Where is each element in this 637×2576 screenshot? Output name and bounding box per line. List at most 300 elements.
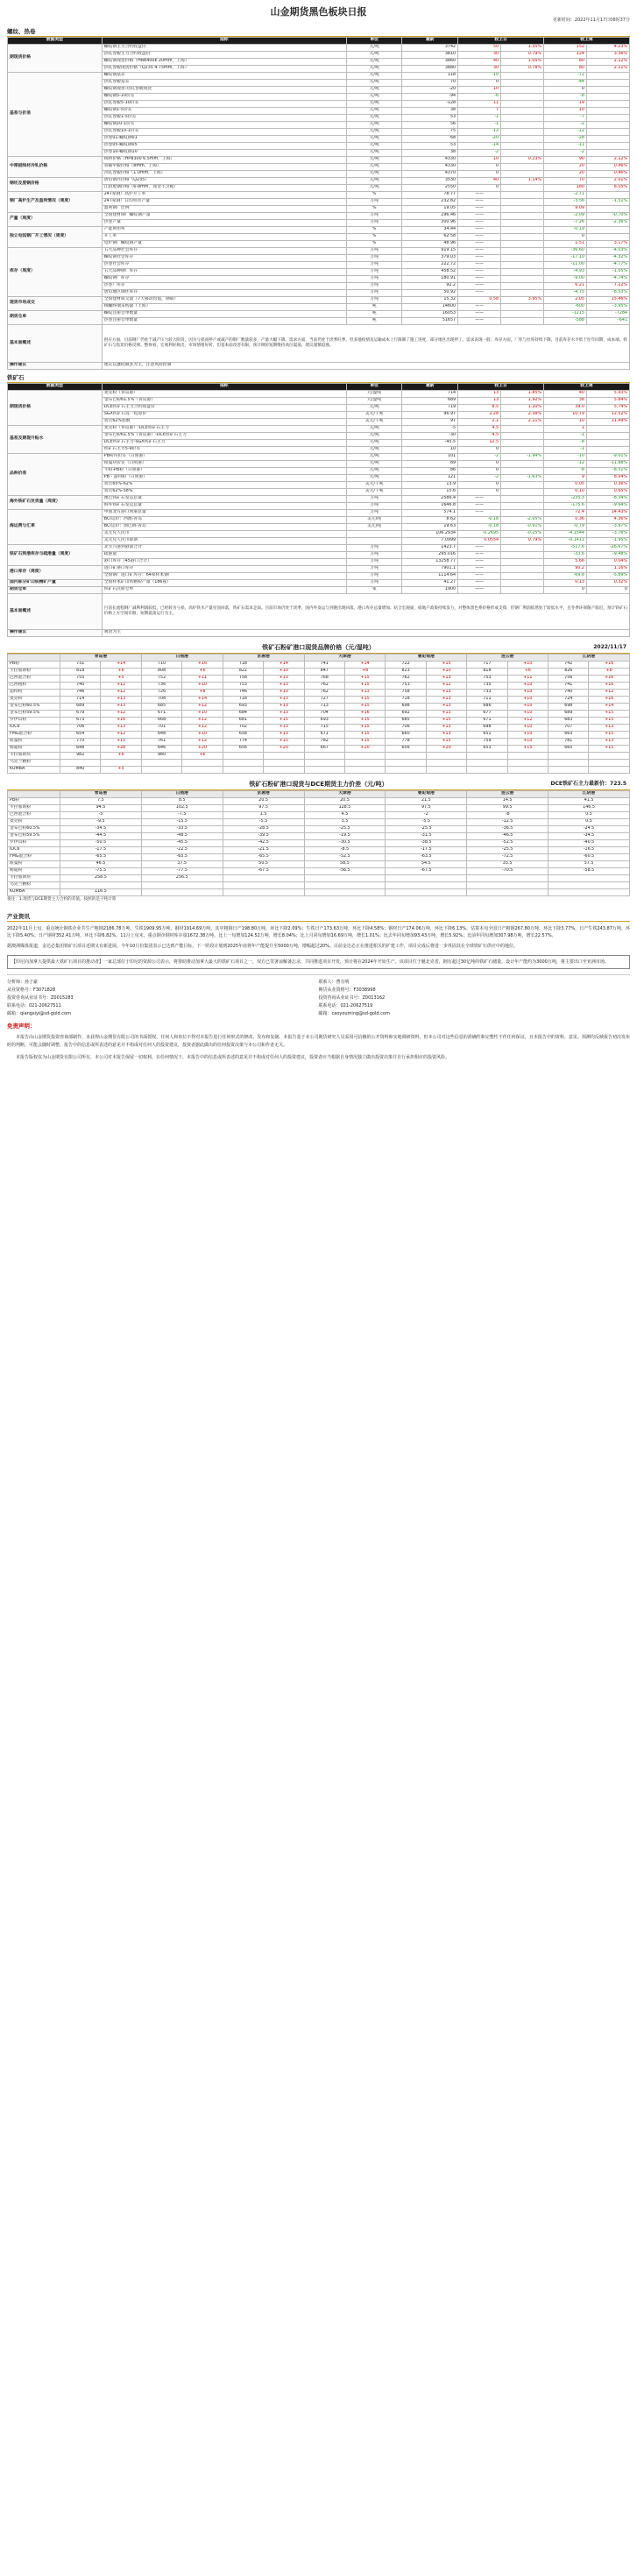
spread-cell: 94.5 <box>60 805 142 812</box>
latest-cell: 56 <box>402 122 458 129</box>
latest-cell: 2586.4 <box>402 496 458 503</box>
latest-cell: 719 <box>402 405 458 412</box>
change-cell <box>507 753 548 760</box>
price-cell: 673 <box>60 718 101 725</box>
week-change-cell: 7.22% <box>586 283 629 290</box>
latest-cell: 96.97 <box>402 412 458 419</box>
unit-cell: 万吨 <box>346 262 402 269</box>
table-row <box>8 861 630 868</box>
indicator-cell: 线螺终端采购量（上海） <box>102 304 346 311</box>
table-row <box>8 767 630 774</box>
day-change-cell <box>501 129 544 136</box>
table-row <box>8 566 630 573</box>
indicator-cell: 螺纹钢10-1价差 <box>102 122 346 129</box>
day-change-cell <box>501 559 544 566</box>
unit-cell: 万吨 <box>346 566 402 573</box>
change-cell: +6 <box>101 753 141 760</box>
spread-cell: 35.5 <box>467 861 549 868</box>
spread-cell: -19.5 <box>304 833 386 840</box>
unit-cell: 万吨 <box>346 276 402 283</box>
ore-name-cell: 卡拉加斯粉 <box>8 669 60 676</box>
change-cell: +10 <box>264 690 304 697</box>
spread-cell: -46.5 <box>467 833 549 840</box>
unit-cell: 元/吨 <box>346 73 402 80</box>
unit-cell: 元/吨 <box>346 59 402 66</box>
price-cell: 758 <box>223 676 263 683</box>
price-cell <box>141 760 181 767</box>
spread-cell: -65.5 <box>60 854 142 861</box>
contact-email[interactable]: 邮箱：qiangsiyi@sd-gold.com <box>7 1011 71 1016</box>
price-cell: 714 <box>60 697 101 704</box>
indicator-cell: 全国建材成交量（7天移动均值，钢联） <box>102 297 346 304</box>
ore-name-cell: 巴西粗粉 <box>8 683 60 690</box>
basic-row <box>8 594 630 630</box>
change-cell: +15 <box>589 746 630 753</box>
day-change-cell: 1.85% <box>501 391 544 398</box>
day-change-cell <box>501 101 544 108</box>
day-change-cell <box>501 461 544 468</box>
indicator-cell: 线材价格（HPB300 6.5mm，上海） <box>102 157 346 164</box>
table-row <box>8 545 630 552</box>
spread-cell: 4.5 <box>304 812 386 819</box>
unit-cell: % <box>346 241 402 248</box>
table-row <box>8 454 630 461</box>
price-cell: 654 <box>60 732 101 739</box>
indicator-cell: 热轧卷板10-1价差 <box>102 129 346 136</box>
change-cell: +14 <box>344 662 385 669</box>
spread-cell: -5.5 <box>386 819 467 826</box>
table-row <box>8 391 630 398</box>
contact-line: 投资咨询从业证书号：Z0015283 <box>7 995 74 1001</box>
category-cell: 品种价差 <box>8 454 103 496</box>
spread-cell: 41.5 <box>549 798 630 805</box>
price-cell: 731 <box>60 662 101 669</box>
spread-cell: -8.5 <box>304 847 386 854</box>
indicator-cell: 热卷05-螺纹钢05 <box>102 143 346 150</box>
day-change-cell: -2.05% <box>501 517 544 524</box>
week-change-cell: -3.76% <box>586 531 629 538</box>
latest-cell: 121 <box>402 475 458 482</box>
spread-cell: 116.5 <box>60 889 142 896</box>
spread-cell: -7.5 <box>141 812 223 819</box>
price-cell: 722 <box>386 662 426 669</box>
category-cell: 期货仓单 <box>8 587 103 594</box>
day-change-cell: 0 <box>458 489 501 496</box>
price-cell: 668 <box>141 718 181 725</box>
spread-cell: 46.5 <box>60 861 142 868</box>
day-change-cell: 1.05% <box>501 59 544 66</box>
week-change-cell: -10 <box>544 454 587 461</box>
week-change-cell: 6.21 <box>544 283 587 290</box>
contact-line: 投资咨询从业证书号：Z0013162 <box>318 995 386 1001</box>
day-change-cell: 3.95% <box>501 297 544 304</box>
change-cell: +13 <box>426 690 466 697</box>
price-cell: 818 <box>467 669 507 676</box>
spread-cell: -25.5 <box>304 826 386 833</box>
section-title-rebar: 螺纹、热卷 <box>7 27 630 37</box>
change-cell: +13 <box>264 732 304 739</box>
table-row <box>8 669 630 676</box>
ore-name-cell: FMG混合粉 <box>8 854 60 861</box>
latest-cell: 3860 <box>402 59 458 66</box>
latest-cell: 89 <box>402 461 458 468</box>
week-change-cell <box>586 129 629 136</box>
header-cell: 最新 <box>402 384 458 391</box>
spread-cell <box>386 889 467 896</box>
day-change-cell: —— <box>458 311 501 318</box>
week-change-cell: -4.75 <box>544 290 587 297</box>
week-change-cell <box>586 108 629 115</box>
table-row <box>8 248 630 255</box>
latest-cell: 75 <box>402 129 458 136</box>
indicator-cell: 江阴废钢价格（6-8mm，现金不含税） <box>102 185 346 192</box>
price-cell: 823 <box>386 669 426 676</box>
price-cell: 707 <box>549 725 589 732</box>
indicator-cell: 热卷厂库存 <box>102 283 346 290</box>
ore-name-cell: 杨迪粉 <box>8 868 60 875</box>
spread-cell: 0.5 <box>549 819 630 826</box>
category-cell: 钢坯及废钢价格 <box>8 178 103 192</box>
week-change-cell: 2.12% <box>586 157 629 164</box>
contact-email[interactable]: 邮箱：caoyouming@sd-gold.com <box>318 1011 390 1016</box>
week-change-cell: -69.8 <box>544 573 587 580</box>
indicator-cell: 冷轧卷板价格（1.0mm，上海） <box>102 171 346 178</box>
report-page <box>7 0 630 1062</box>
contact-line: 期货从业资格号：F3038998 <box>318 987 376 993</box>
table-row <box>8 510 630 517</box>
unit-cell: 元/吨 <box>346 447 402 454</box>
table-row <box>8 580 630 587</box>
spread-cell: 146.5 <box>549 805 630 812</box>
ore-name-cell: 卡拉加斯块 <box>8 753 60 760</box>
price-cell: 667 <box>304 746 344 753</box>
unit-cell: 元/吨 <box>346 475 402 482</box>
spread-cell: -56.5 <box>304 868 386 875</box>
week-change-cell: 0 <box>544 587 587 594</box>
change-cell: +10 <box>507 704 548 711</box>
latest-cell: 689 <box>402 398 458 405</box>
spread-cell <box>549 889 630 896</box>
day-change-cell: -12 <box>458 129 501 136</box>
industry-paragraph: 据澳洲媒体报道，金达必集团铁矿石项目近期又有新进展。今年10月份集团表示已达到产能目标，下一阶段计划到2025年底将年产能提升至5000万吨，增幅超过20%。目前金达必正在推进相关的扩建工作，项目完成后将进一步巩固其在全球铁矿石供应中的地位。 <box>7 944 518 949</box>
price-cell: 736 <box>141 683 181 690</box>
day-change-cell: —— <box>458 220 501 227</box>
unit-cell: 万吨 <box>346 269 402 276</box>
price-cell: 648 <box>60 746 101 753</box>
change-cell: +13 <box>426 732 466 739</box>
week-change-cell <box>586 94 629 101</box>
week-change-cell: 0 <box>544 87 587 94</box>
ore-name-cell: PB粉 <box>8 798 60 805</box>
indicator-cell: 热卷产量 <box>102 220 346 227</box>
day-change-cell <box>501 73 544 80</box>
latest-cell: -5 <box>402 426 458 433</box>
price-cell: 756 <box>549 676 589 683</box>
week-change-cell: -11.88% <box>586 461 629 468</box>
week-change-cell: -17.10 <box>544 255 587 262</box>
week-change-cell: 0.36 <box>544 517 587 524</box>
spread-cell <box>467 875 549 882</box>
indicator-cell: 普碳中板价格（8mm，上海） <box>102 164 346 171</box>
port-header: 日照港 <box>141 655 223 662</box>
latest-cell: 1423.7 <box>402 545 458 552</box>
unit-cell: 元/吨 <box>346 185 402 192</box>
week-change-cell: -2.36% <box>586 220 629 227</box>
category-cell: 库存（周度） <box>8 248 103 297</box>
spread-cell: -31.5 <box>386 833 467 840</box>
day-change-cell <box>501 503 544 510</box>
week-change-cell: 1.51 <box>544 241 587 248</box>
table-row <box>8 192 630 199</box>
change-cell <box>264 767 304 774</box>
change-cell <box>101 760 141 767</box>
change-cell: +10 <box>182 683 223 690</box>
week-change-cell <box>586 433 629 440</box>
unit-cell: 吨 <box>346 311 402 318</box>
change-cell <box>589 767 630 774</box>
week-change-cell: 4.36% <box>586 517 629 524</box>
latest-cell: 118 <box>402 73 458 80</box>
day-change-cell: 4.5 <box>458 433 501 440</box>
change-cell: +8 <box>344 669 385 676</box>
rebar-table-body <box>8 45 630 325</box>
category-cell: 中厚板线材冷轧价格 <box>8 157 103 178</box>
grid1-title: 铁矿石粉矿港口现货品牌价格（元/湿吨） <box>262 644 375 651</box>
price-cell: 746 <box>60 690 101 697</box>
week-change-cell: -5.89% <box>586 573 629 580</box>
indicator-cell: 热轧卷板主力合约收盘价 <box>102 52 346 59</box>
spread-cell: 20.5 <box>223 798 304 805</box>
price-cell: 840 <box>60 767 101 774</box>
table-row <box>8 690 630 697</box>
indicator-cell: 疏港量 <box>102 552 346 559</box>
spread-cell: -50.5 <box>60 840 142 847</box>
unit-cell: 万吨 <box>346 283 402 290</box>
change-cell: +15 <box>344 676 385 683</box>
price-cell: 692 <box>386 711 426 718</box>
day-change-cell: -0.2695 <box>458 531 501 538</box>
week-change-cell: -1.51% <box>586 199 629 206</box>
indicator-cell: 螺纹钢基差 <box>102 73 346 80</box>
week-change-cell <box>586 447 629 454</box>
price-cell: 818 <box>60 669 101 676</box>
week-change-cell <box>586 227 629 234</box>
indicator-cell: 普氏65%-62% <box>102 482 346 489</box>
day-change-cell: 10 <box>458 157 501 164</box>
change-cell: +15 <box>344 704 385 711</box>
spread-cell: -33.5 <box>141 826 223 833</box>
spread-cell <box>304 882 386 889</box>
week-change-cell: -33.6 <box>544 552 587 559</box>
latest-cell: 300.96 <box>402 220 458 227</box>
latest-cell: 92.2 <box>402 283 458 290</box>
week-change-cell: -9.01% <box>586 454 629 461</box>
indicator-cell: 产能利用率 <box>102 227 346 234</box>
unit-cell: 元/吨 <box>346 45 402 52</box>
spread-cell: 0.5 <box>549 812 630 819</box>
week-change-cell: 9 <box>544 475 587 482</box>
unit-cell: 元/吨 <box>346 87 402 94</box>
ore-name-cell: IOC6 <box>8 725 60 732</box>
day-change-cell: 2.21% <box>501 419 544 426</box>
change-cell: +13 <box>344 690 385 697</box>
day-change-cell: -1 <box>458 115 501 122</box>
day-change-cell <box>501 136 544 143</box>
week-change-cell: -4.93 <box>544 269 587 276</box>
week-change-cell: -175.6 <box>544 503 587 510</box>
day-change-cell <box>501 587 544 594</box>
price-cell: 762 <box>304 690 344 697</box>
day-change-cell <box>501 433 544 440</box>
unit-cell: 万吨 <box>346 213 402 220</box>
header-cell: 较上周 <box>544 38 630 45</box>
spread-cell: 57.5 <box>549 861 630 868</box>
change-cell: +10 <box>264 669 304 676</box>
change-cell: +5 <box>101 767 141 774</box>
change-cell: +12 <box>101 683 141 690</box>
table-row <box>8 739 630 746</box>
day-change-cell: 0 <box>458 185 501 192</box>
port-header: 京唐港 <box>223 655 304 662</box>
category-cell: 现货市场成交 <box>8 297 103 311</box>
header-cell: 数据类型 <box>8 384 103 391</box>
table-header <box>8 655 630 662</box>
week-change-cell <box>586 440 629 447</box>
basic-text: 供应方面，目前钢厂仍处于减产压力较大阶段，因为亏损而停产或减产的钢厂数量较多，产量大幅下降。需求方面，当前仍处于淡季旺季，但多地疫情及运输成本上行限制了施工进度，部分地区出现停工，需求表现一般；库存方面，厂库与社库持续下降，目前库存水平低于往年同期，成本端，铁矿石与焦炭价格反弹。整体看，宏观利好频出，市场情绪好转，但基本面改善有限，预计钢价短期维持高位震荡，建议谨慎追涨。 <box>102 325 629 363</box>
spread-cell: -39.5 <box>223 833 304 840</box>
spread-cell: -2 <box>386 812 467 819</box>
day-change-cell: —— <box>458 234 501 241</box>
indicator-cell: 中国北方港口到港总量 <box>102 510 346 517</box>
spread-cell: 1.5 <box>223 812 304 819</box>
day-change-cell <box>501 108 544 115</box>
price-cell: 671 <box>304 732 344 739</box>
spread-cell: -24.5 <box>549 826 630 833</box>
day-change-cell: 30 <box>458 52 501 59</box>
day-change-cell <box>501 311 544 318</box>
week-change-cell: -8.53% <box>586 290 629 297</box>
port-spread-table <box>7 790 630 896</box>
day-change-cell: 7 <box>458 108 501 115</box>
week-change-cell: 5.66 <box>544 559 587 566</box>
week-change-cell: -3.56 <box>544 199 587 206</box>
price-cell: 656 <box>223 746 263 753</box>
week-change-cell: 40 <box>544 391 587 398</box>
change-cell: +10 <box>507 697 548 704</box>
indicator-cell: 全国样本矿山铁精粉产量（186座） <box>102 580 346 587</box>
day-change-cell <box>501 122 544 129</box>
day-change-cell: —— <box>458 580 501 587</box>
day-change-cell <box>501 447 544 454</box>
price-cell: 711 <box>467 697 507 704</box>
spread-cell: 50.5 <box>223 861 304 868</box>
spread-cell: -48.5 <box>141 833 223 840</box>
price-cell: 698 <box>386 704 426 711</box>
day-change-cell <box>501 276 544 283</box>
unit-cell: 吨 <box>346 318 402 325</box>
price-cell: 685 <box>141 704 181 711</box>
price-cell: 671 <box>141 711 181 718</box>
spread-cell: -8 <box>467 812 549 819</box>
day-change-cell <box>501 510 544 517</box>
week-change-cell: -7.26 <box>544 220 587 227</box>
ore-name-cell: 麦克粉 <box>8 819 60 826</box>
day-change-cell: 50 <box>458 45 501 52</box>
day-change-cell: -1.94% <box>501 454 544 461</box>
indicator-cell: 热轧卷板基差 <box>102 80 346 87</box>
port-header: 江阴港 <box>549 655 630 662</box>
latest-cell: 19.05 <box>402 206 458 213</box>
change-cell: +20 <box>344 746 385 753</box>
spread-cell <box>141 882 223 889</box>
change-cell: +10 <box>507 739 548 746</box>
unit-cell: 美元/吨 <box>346 524 402 531</box>
day-change-cell: —— <box>458 304 501 311</box>
price-cell: 980 <box>141 753 181 760</box>
week-change-cell: 0.46% <box>586 171 629 178</box>
price-cell: 755 <box>60 676 101 683</box>
table-row <box>8 847 630 854</box>
latest-cell: 38 <box>402 150 458 157</box>
basic-text: 目前长流程钢厂减利利润较低，已经转为亏损，高炉铁水产量见顶回落，铁矿石需求走弱。目前市场仍处于淡季，国内外发运与到港出现回落，港口库存总量增加。结合宏观面，稳地产政策持续发力，对整体黑色系价格形成支撑，但钢厂利润依然处于较低水平，且冬季环保限产临近，预计铁矿石价格上方空间有限，短期震荡运行为主。 <box>102 594 629 630</box>
latest-cell: -20 <box>402 87 458 94</box>
change-cell: +20 <box>426 746 466 753</box>
day-change-cell: -0.25% <box>501 531 544 538</box>
iron-ore-table-body <box>8 391 630 594</box>
spread-cell: 97.5 <box>223 805 304 812</box>
spread-cell: -16.5 <box>549 847 630 854</box>
latest-cell: 53 <box>402 143 458 150</box>
price-cell: 710 <box>141 662 181 669</box>
header-cell <box>8 791 60 798</box>
week-change-cell: 11.49% <box>586 419 629 426</box>
day-change-cell: —— <box>458 559 501 566</box>
latest-cell: 232.82 <box>402 199 458 206</box>
change-cell: +13 <box>264 725 304 732</box>
day-change-cell: 0.58 <box>458 297 501 304</box>
change-cell: +15 <box>426 739 466 746</box>
advice-row <box>8 630 630 637</box>
change-cell: +13 <box>589 739 630 746</box>
week-change-cell: 38 <box>544 398 587 405</box>
table-row <box>8 732 630 739</box>
unit-cell: 元/吨 <box>346 440 402 447</box>
week-change-cell: 90 <box>544 157 587 164</box>
rebar-table <box>7 37 630 370</box>
day-change-cell: 2.1 <box>458 419 501 426</box>
week-change-cell: -8 <box>544 440 587 447</box>
spread-cell: -70.5 <box>467 868 549 875</box>
day-change-cell <box>501 426 544 433</box>
day-change-cell: 0.78% <box>501 66 544 73</box>
week-change-cell <box>586 115 629 122</box>
week-change-cell: -28 <box>544 136 587 143</box>
spread-cell <box>304 889 386 896</box>
latest-cell: 34.44 <box>402 227 458 234</box>
day-change-cell: —— <box>458 213 501 220</box>
week-change-cell: 8.05% <box>586 185 629 192</box>
ore-name-cell: IOC6 <box>8 847 60 854</box>
day-change-cell <box>501 241 544 248</box>
day-change-cell: —— <box>458 503 501 510</box>
spread-cell: -77.5 <box>141 868 223 875</box>
day-change-cell: —— <box>458 269 501 276</box>
week-change-cell <box>586 234 629 241</box>
unit-cell: 元/吨 <box>346 143 402 150</box>
change-cell: +14 <box>182 697 223 704</box>
price-cell: 982 <box>60 753 101 760</box>
contact-person <box>319 979 631 1018</box>
